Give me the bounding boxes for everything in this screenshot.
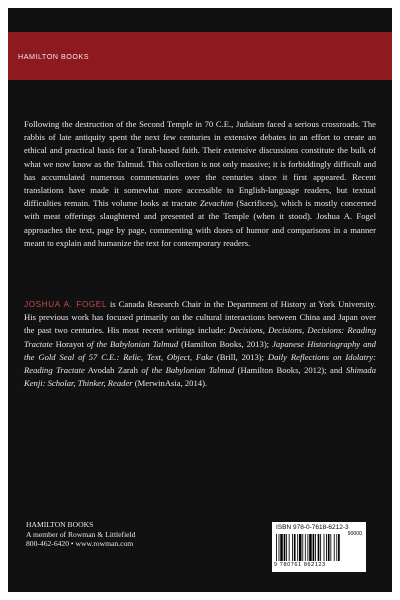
isbn-barcode bbox=[272, 522, 366, 572]
barcode-bar bbox=[336, 534, 337, 561]
price-code: 90000 bbox=[347, 531, 362, 537]
barcode-bar bbox=[305, 534, 306, 561]
bio-text-2: Horayot bbox=[52, 338, 87, 349]
bio-text-4: (Brill, 2013); bbox=[213, 351, 268, 362]
author-name: JOSHUA A. FOGEL bbox=[24, 300, 107, 309]
blurb-text: Following the destruction of the Second Temple in 70 C.E., Judaism faced a serious crossroads. The rabbis of late antiquity spent the next few centuries in extensive debates in an effort to create an ethical and practical basis for a Torah-based faith. Their extensive discussions constitute the bulk of what we now know as the Talmud. This collection is not only massive; it is forbiddingly difficult and has accumulated numerous commentaries over the centuries since it first appeared. Recent translations have made it somewhat more accessible to English-language readers, but textual difficulties remain. This volume looks at tractate bbox=[24, 119, 376, 209]
ean-digits: 9 780761 862123 bbox=[274, 562, 326, 568]
bio-title-3b: of the Babylonian Talmud bbox=[141, 365, 235, 376]
barcode-bar bbox=[318, 534, 320, 561]
barcode-bar bbox=[276, 534, 277, 561]
barcode-bar bbox=[286, 534, 287, 561]
blurb-title-zevachim: Zevachim bbox=[199, 198, 234, 209]
book-description bbox=[8, 118, 392, 250]
barcode-bar bbox=[284, 534, 286, 561]
barcode-bar bbox=[338, 534, 340, 561]
barcode-bar bbox=[279, 534, 280, 561]
publisher-info bbox=[26, 520, 135, 549]
barcode-bar bbox=[302, 534, 303, 561]
barcode-bar bbox=[320, 534, 321, 561]
barcode-bar bbox=[324, 534, 325, 561]
bio-text-1: is Canada Research Chair in the Department of History at York University. His previous work has focused primarily on the cultural interactions between China and Japan over the past two centuries. His most recent writings include: bbox=[24, 299, 377, 336]
barcode-bar bbox=[280, 534, 283, 561]
bio-title-4: Shimada Kenji: Scholar, Thinker, Reader bbox=[24, 365, 377, 389]
bio-text-7: (MerwinAsia, 2014). bbox=[132, 378, 208, 389]
barcode-bar bbox=[328, 534, 330, 561]
blurb-text-end: (Sacrifices), which is mostly concerned with meat offerings slaughtered and presented at the Temple (when it stood). Joshua A. Fogel approaches the text, page by page, commenting with doses of humor and comparisons in a manner meant to explain and humanize the text for contemporary readers. bbox=[24, 198, 376, 248]
publisher-name: HAMILTON BOOKS bbox=[26, 520, 94, 529]
bio-title-1b: of the Babylonian Talmud bbox=[86, 338, 179, 349]
publisher-band bbox=[8, 32, 392, 80]
publisher-member: A member of Rowman & Littlefield bbox=[26, 529, 136, 539]
barcode-bar bbox=[313, 534, 315, 561]
barcode-bar bbox=[315, 534, 316, 561]
barcode-bar bbox=[334, 534, 335, 561]
author-bio bbox=[8, 298, 392, 390]
barcode-bar bbox=[297, 534, 298, 561]
barcode-bar bbox=[326, 534, 327, 561]
barcode-bars bbox=[276, 534, 362, 561]
barcode-bar bbox=[292, 534, 293, 561]
barcode-bar bbox=[309, 534, 312, 561]
cover-panel bbox=[8, 8, 392, 592]
isbn-label: ISBN 978-0-7618-6212-3 bbox=[276, 524, 349, 531]
bio-title-3a: Daily Reflections on Idolatry: Reading Tractate bbox=[24, 351, 376, 376]
barcode-bar bbox=[289, 534, 290, 561]
publisher-contact: 800-462-6420 • www.rowman.com bbox=[26, 539, 134, 549]
barcode-bar bbox=[299, 534, 302, 561]
bio-title-2: Japanese Historiography and the Gold Seal of 57 C.E.: Relic, Text, Object, Fake bbox=[24, 338, 376, 362]
barcode-bar bbox=[330, 534, 331, 561]
barcode-bar bbox=[294, 534, 296, 561]
bio-text-5: Avodah Zarah bbox=[84, 365, 142, 376]
bio-text-6: (Hamilton Books, 2012); and bbox=[234, 365, 346, 376]
bio-title-1a: Decisions, Decisions, Decisions: Reading Tractate bbox=[24, 325, 377, 349]
barcode-bar bbox=[307, 534, 308, 561]
publisher-tag: HAMILTON BOOKS bbox=[18, 51, 90, 61]
bio-text-3: (Hamilton Books, 2013); bbox=[178, 338, 273, 349]
